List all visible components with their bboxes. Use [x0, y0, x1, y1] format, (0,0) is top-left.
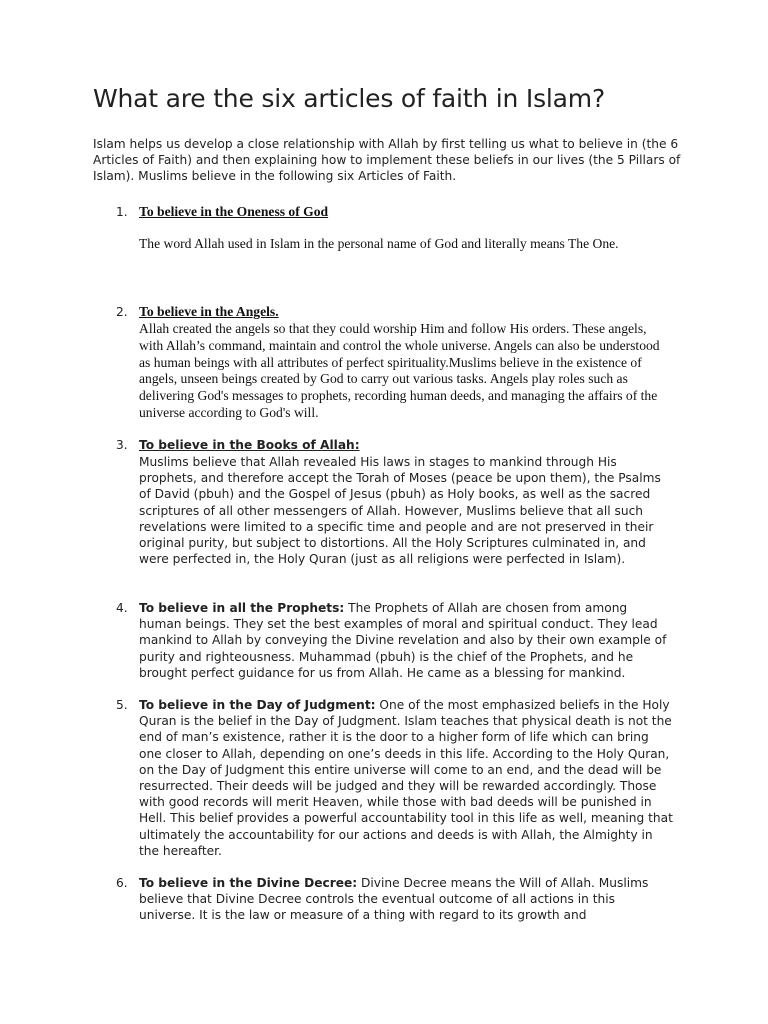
- article-heading: To believe in the Oneness of God: [139, 204, 329, 219]
- article-number: 1.: [116, 205, 128, 219]
- article-heading: To believe in all the Prophets:: [139, 601, 345, 615]
- article-number: 5.: [116, 698, 128, 712]
- article-text: Muslims believe that Allah revealed His laws in stages to mankind through His prophets, and therefore accept the Torah of Moses (peace be upon them), the Psalms of David (pbuh) and the Gospel of Jesus (pbuh) as Holy books, as well as the sacred scriptures of all other messengers of Allah. However, Muslims believe that all such revelations were limited to a specific time and people and are not preserved in their original purity, but subject to distortions. All the Holy Scriptures culminated in, and were perfected in, the Holy Quran (just as all religions were perfected in Islam).: [139, 455, 661, 567]
- intro-paragraph: Islam helps us develop a close relationship with Allah by first telling us what to believe in (the 6 Articles of Faith) and then explaining how to implement these beliefs in our lives (the 5 Pillars of Islam). Muslims believe in the following six Articles of Faith.: [93, 137, 681, 184]
- article-text: Allah created the angels so that they could worship Him and follow His orders. These angels, with Allah’s command, maintain and control the whole universe. Angels can also be understood as human beings with all attributes of perfect spirituality.Muslims believe in the existence of angels, unseen beings created by God to carry out various tasks. Angels play roles such as delivering God's messages to prophets, recording human deeds, and managing the affairs of the universe according to God's will.: [139, 321, 660, 420]
- article-number: 4.: [116, 601, 128, 615]
- article-heading: To believe in the Divine Decree:: [139, 876, 358, 890]
- article-heading: To believe in the Day of Judgment:: [139, 698, 376, 712]
- article-heading: To believe in the Angels.: [139, 304, 279, 319]
- page-title: What are the six articles of faith in Islam?: [93, 84, 606, 113]
- article-heading: To believe in the Books of Allah:: [139, 438, 360, 452]
- article-text: The Prophets of Allah are chosen from among human beings. They set the best examples of moral and spiritual conduct. They lead mankind to Allah by conveying the Divine revelation and also by their own example of purity and righteousness. Muhammad (pbuh) is the chief of the Prophets, and he brought perfect guidance for us from Allah. He came as a blessing for mankind.: [139, 601, 667, 680]
- article-number: 6.: [116, 876, 128, 890]
- article-number: 2.: [116, 305, 128, 319]
- article-text: The word Allah used in Islam in the personal name of God and literally means The One.: [139, 236, 619, 251]
- article-number: 3.: [116, 438, 128, 452]
- article-text: One of the most emphasized beliefs in the Holy Quran is the belief in the Day of Judgment. Islam teaches that physical death is not the end of man’s existence, rather it is the door to a higher form of life which can bring one closer to Allah, depending on one’s deeds in this life. According to the Holy Quran, on the Day of Judgment this entire universe will come to an end, and the dead will be resurrected. Their deeds will be judged and they will be rewarded accordingly. Those with good records will merit Heaven, while those with bad deeds will be punished in Hell. This belief provides a powerful accountability tool in this life as well, meaning that ultimately the accountability for our actions and deeds is with Allah, the Almighty in the hereafter.: [139, 698, 673, 858]
- article-text: Divine Decree means the Will of Allah. Muslims believe that Divine Decree controls the eventual outcome of all actions in this universe. It is the law or measure of a thing with regard to its growth and: [139, 876, 649, 923]
